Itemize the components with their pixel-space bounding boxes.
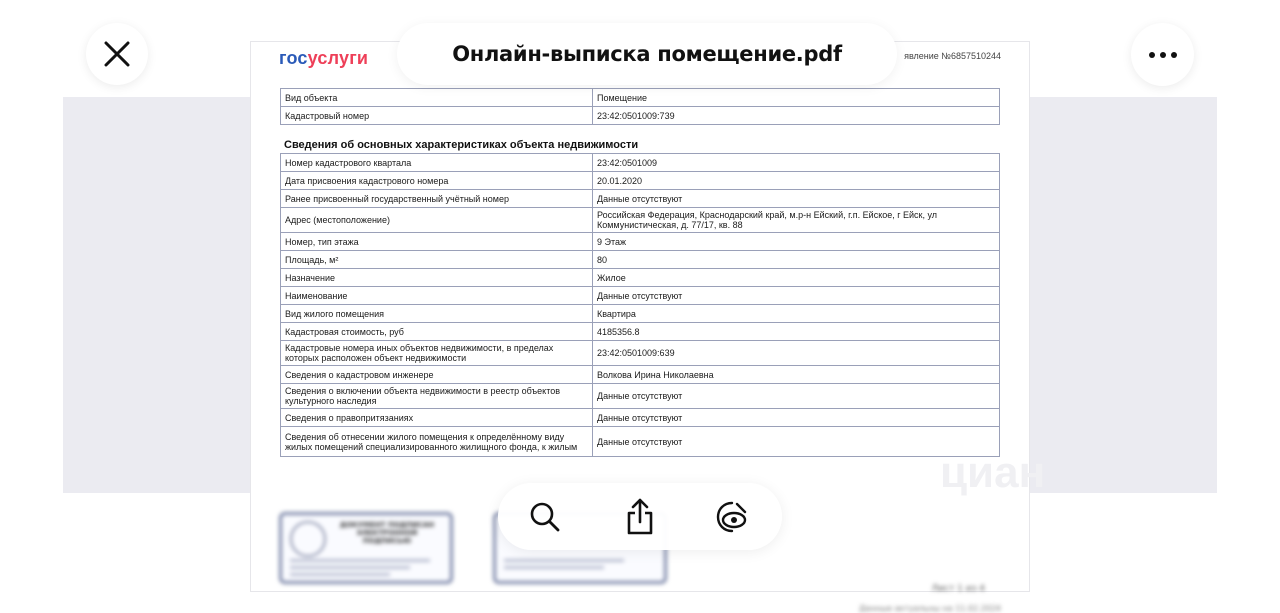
row-value: Помещение <box>593 89 1000 107</box>
row-key: Адрес (местоположение) <box>281 208 593 233</box>
row-value: Волкова Ирина Николаевна <box>593 366 1000 384</box>
search-button[interactable] <box>523 495 567 539</box>
row-value: 23:42:0501009 <box>593 154 1000 172</box>
row-key: Дата присвоения кадастрового номера <box>281 172 593 190</box>
gosuslugi-logo: госуслуги <box>279 48 369 68</box>
row-value: Данные отсутствуют <box>593 190 1000 208</box>
row-value: 4185356.8 <box>593 323 1000 341</box>
section-title: Сведения об основных характеристиках объекта недвижимости <box>284 139 639 151</box>
row-key: Вид объекта <box>281 89 593 107</box>
row-key: Сведения о включении объекта недвижимости в реестр объектов культурного наследия <box>281 384 593 409</box>
row-key: Номер кадастрового квартала <box>281 154 593 172</box>
table-row <box>281 154 1000 172</box>
table-row <box>281 172 1000 190</box>
row-value: Квартира <box>593 305 1000 323</box>
table-row <box>281 233 1000 251</box>
signature-stamp <box>279 512 453 584</box>
row-key: Кадастровая стоимость, руб <box>281 323 593 341</box>
more-horizontal-icon <box>1148 51 1178 59</box>
bottom-toolbar <box>498 483 782 550</box>
watermark: циан <box>940 448 1046 497</box>
file-title: Онлайн-выписка помещение.pdf <box>452 42 842 66</box>
table-row <box>281 208 1000 233</box>
table-row <box>281 305 1000 323</box>
row-value: 80 <box>593 251 1000 269</box>
close-button[interactable] <box>86 23 148 85</box>
row-value: 20.01.2020 <box>593 172 1000 190</box>
characteristics-table <box>280 153 1000 457</box>
row-value: Данные отсутствуют <box>593 384 1000 409</box>
page-counter: Лист 1 из 4 <box>931 584 985 594</box>
row-value: 23:42:0501009:739 <box>593 107 1000 125</box>
share-button[interactable] <box>618 495 662 539</box>
row-value: 9 Этаж <box>593 233 1000 251</box>
table-row <box>281 269 1000 287</box>
table-row <box>281 427 1000 457</box>
table-row <box>281 323 1000 341</box>
title-pill <box>397 23 897 85</box>
page-date: Данные актуальны на 11.02.2024 <box>859 604 1001 613</box>
row-key: Кадастровые номера иных объектов недвижимости, в пределах которых расположен объект недвижимости <box>281 341 593 366</box>
row-value: Данные отсутствуют <box>593 427 1000 457</box>
row-value: Данные отсутствуют <box>593 409 1000 427</box>
table-row <box>281 366 1000 384</box>
table-row <box>281 251 1000 269</box>
row-key: Наименование <box>281 287 593 305</box>
table-row <box>281 384 1000 409</box>
row-value: 23:42:0501009:639 <box>593 341 1000 366</box>
stamp-title: ДОКУМЕНТ ПОДПИСАН ЭЛЕКТРОННОЙ ПОДПИСЬЮ <box>339 521 435 545</box>
row-key: Ранее присвоенный государственный учётный номер <box>281 190 593 208</box>
row-value: Жилое <box>593 269 1000 287</box>
close-icon <box>103 40 131 68</box>
row-key: Назначение <box>281 269 593 287</box>
search-icon <box>529 501 561 533</box>
row-key: Сведения об отнесении жилого помещения к определённому виду жилых помещений специализированного жилищного фонда, к жилым <box>281 427 593 457</box>
row-key: Номер, тип этажа <box>281 233 593 251</box>
table-row <box>281 287 1000 305</box>
row-key: Площадь, м² <box>281 251 593 269</box>
share-icon <box>624 498 656 536</box>
table-row <box>281 89 1000 107</box>
table-row <box>281 409 1000 427</box>
table-row <box>281 341 1000 366</box>
markup-button[interactable] <box>710 495 754 539</box>
row-value: Российская Федерация, Краснодарский край, м.р-н Ейский, г.п. Ейское, г Ейск, ул Коммунистическая, д. 77/17, кв. 88 <box>593 208 1000 233</box>
object-table <box>280 88 1000 125</box>
more-button[interactable] <box>1131 23 1194 86</box>
table-row <box>281 107 1000 125</box>
table-row <box>281 190 1000 208</box>
row-key: Кадастровый номер <box>281 107 593 125</box>
emblem-icon <box>290 521 326 557</box>
row-value: Данные отсутствуют <box>593 287 1000 305</box>
markup-icon <box>715 500 749 534</box>
document-reference: явление №6857510244 <box>904 51 1001 61</box>
row-key: Вид жилого помещения <box>281 305 593 323</box>
row-key: Сведения о правопритязаниях <box>281 409 593 427</box>
row-key: Сведения о кадастровом инженере <box>281 366 593 384</box>
